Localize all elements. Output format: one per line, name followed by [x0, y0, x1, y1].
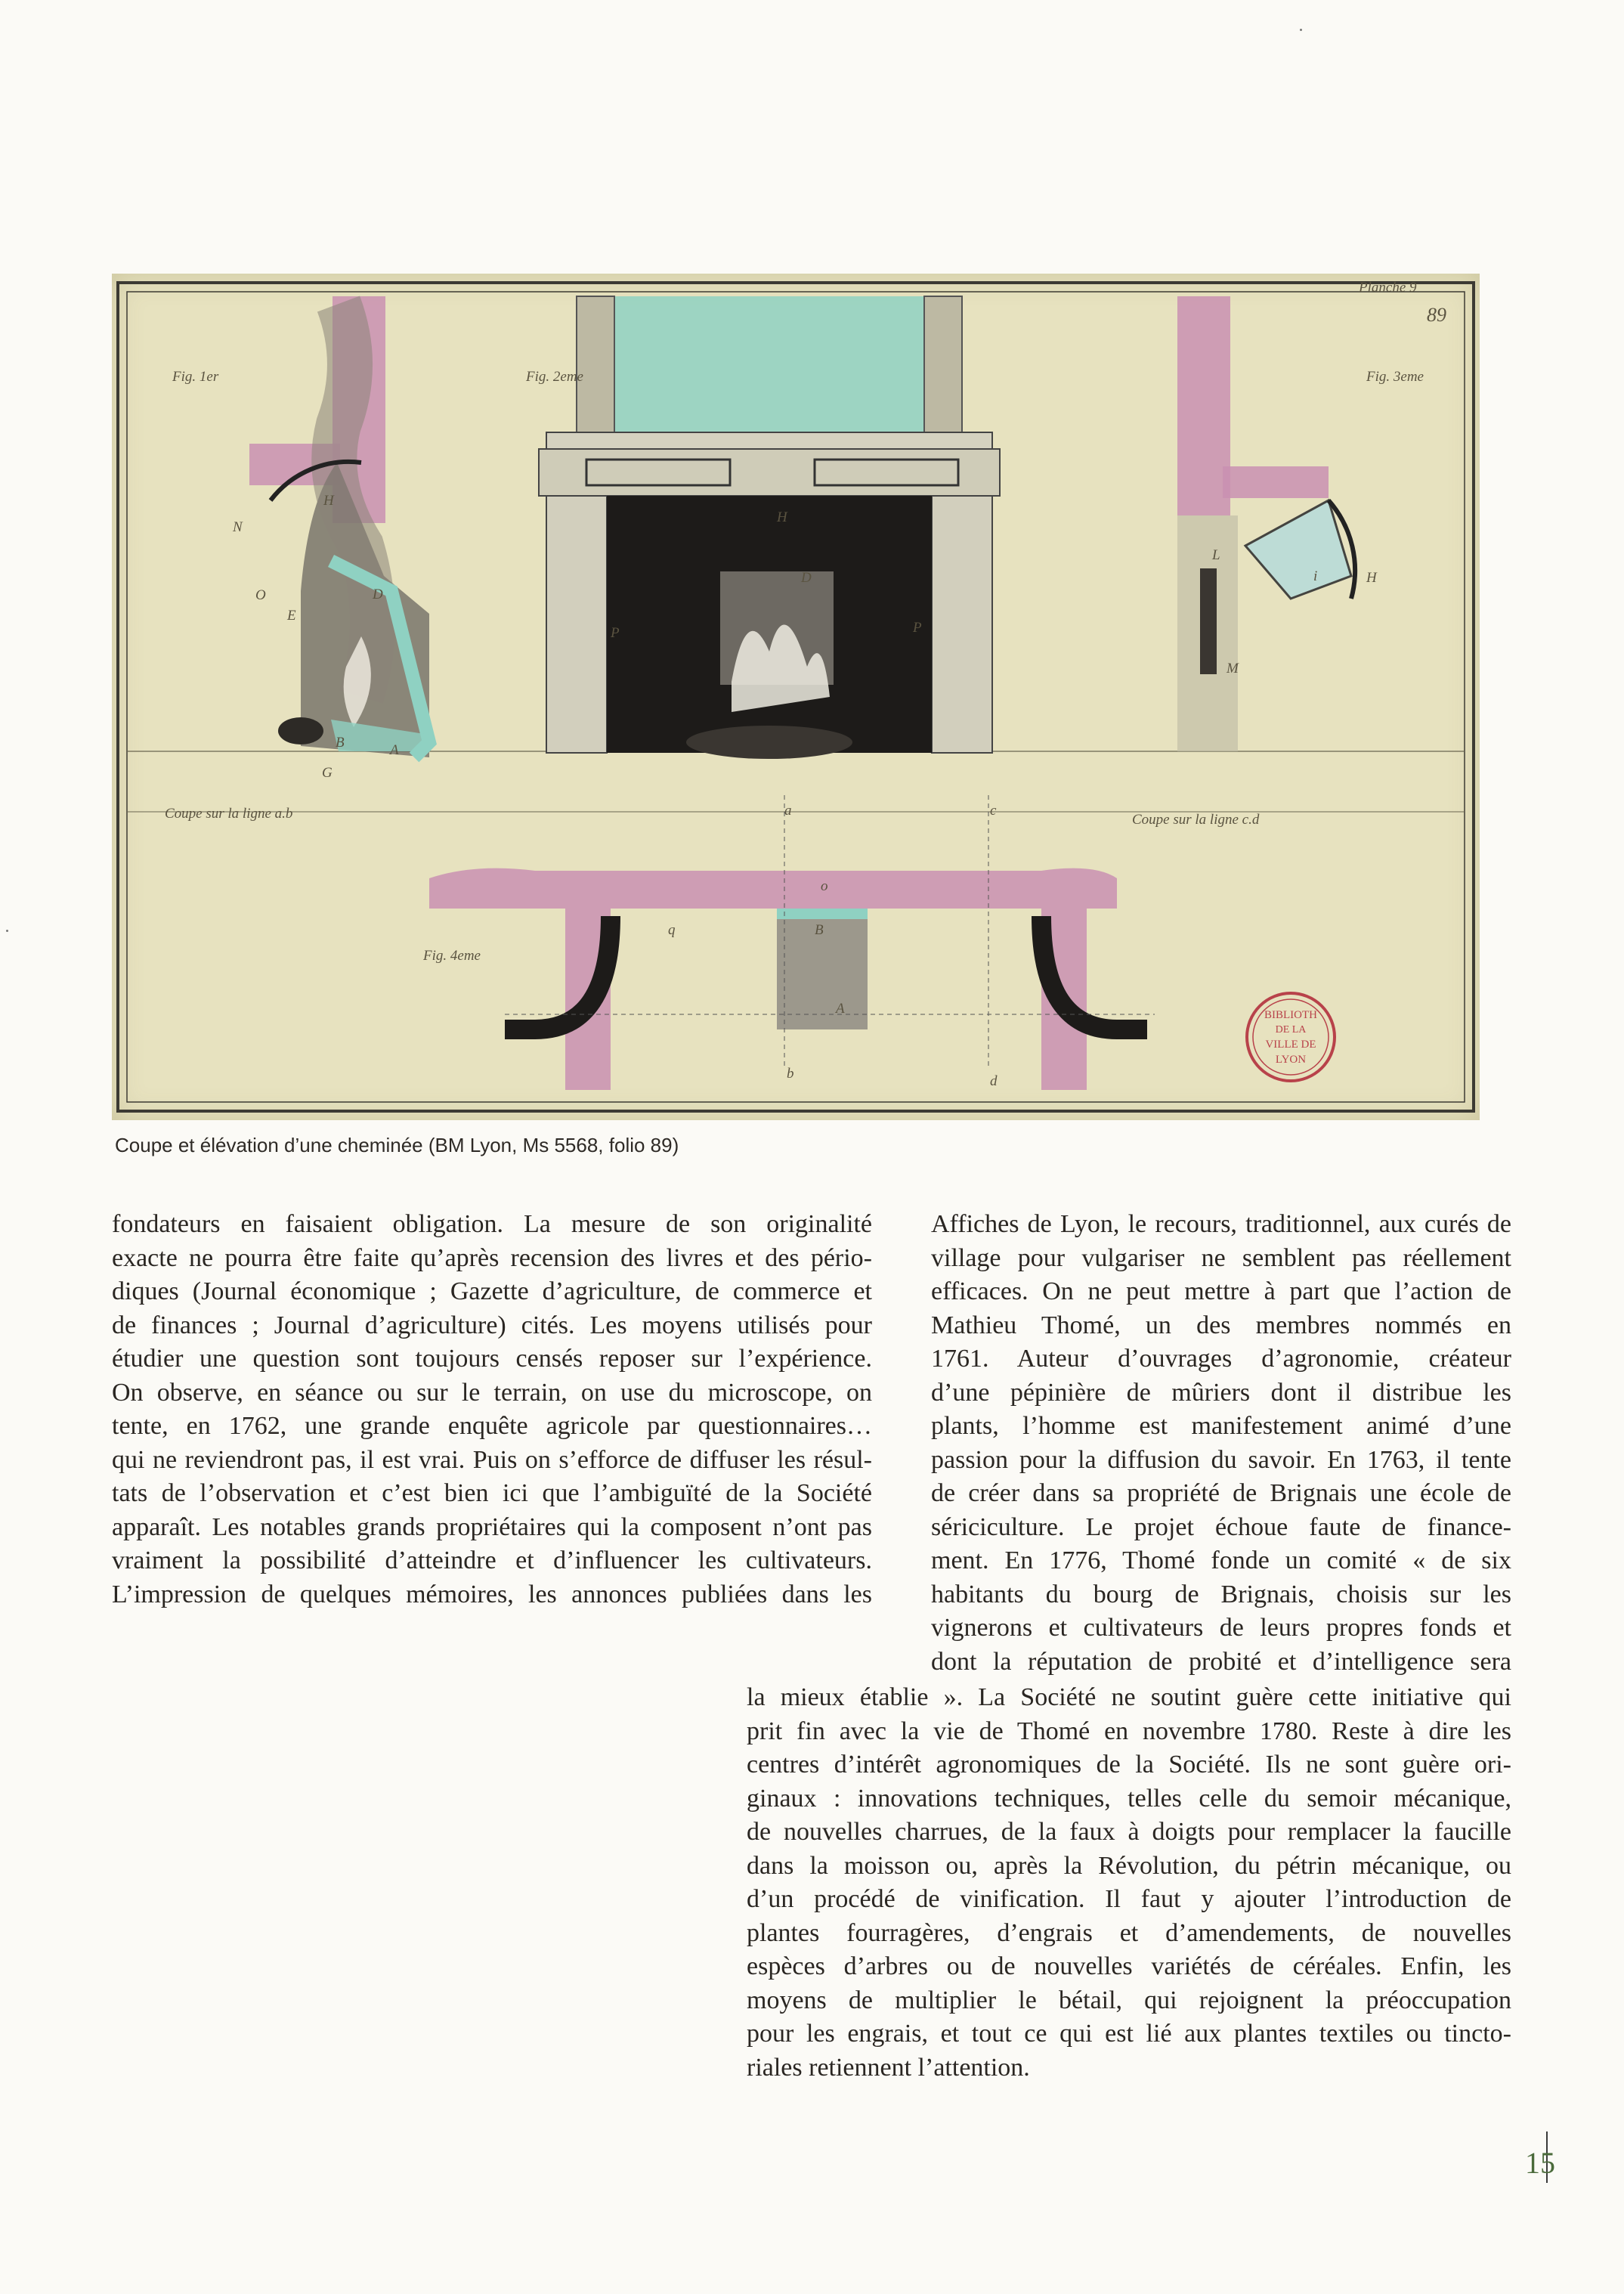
text-line: de créer dans sa propriété de Brignais une école de — [931, 1479, 1511, 1507]
text-line: d’une pépinière de mûriers dont il distribue les — [931, 1378, 1511, 1407]
text-line: L’impression de quelques mémoires, les annonces publiées dans les — [112, 1580, 872, 1608]
text-column-right — [931, 1208, 1511, 1679]
letter-b: B — [336, 735, 345, 751]
text-line: la mieux établie ». La Société ne soutint guère cette initiative qui — [747, 1683, 1511, 1711]
text-line: moyens de multiplier le bétail, qui rejoignent la préoccupation — [747, 1986, 1511, 2014]
letter-i: i — [1313, 568, 1318, 584]
text-line: village pour vulgariser ne semblent pas réellement — [931, 1243, 1511, 1272]
letter-a: A — [390, 742, 399, 758]
text-line: tats de l’observation et c’est bien ici que l’ambiguïté de la Société — [112, 1479, 872, 1507]
letter-b-small: b — [787, 1066, 794, 1082]
letter-d-small: d — [990, 1073, 998, 1089]
text-line: dont la réputation de probité et d’intelligence sera — [931, 1647, 1511, 1676]
section-label-cd: Coupe sur la ligne c.d — [1132, 812, 1260, 828]
text-line: de finances ; Journal d’agriculture) cités. Les moyens utilisés pour — [112, 1311, 872, 1339]
text-line: Mathieu Thomé, un des membres nommés en — [931, 1311, 1511, 1339]
text-line: pour les engrais, et tout ce qui est lié aux plantes textiles ou tincto- — [747, 2020, 1511, 2048]
letter-a-plan: A — [836, 1001, 845, 1017]
text-line: étudier une question sont toujours censés reposer sur l’expérience. — [112, 1345, 872, 1373]
text-line: riales retiennent l’attention. — [747, 2053, 1030, 2082]
library-stamp — [1247, 993, 1335, 1081]
text-line: vignerons et cultivateurs de leurs propres fonds et — [931, 1614, 1511, 1642]
letter-b-plan: B — [815, 922, 824, 938]
text-column-continuation — [747, 1681, 1511, 2085]
text-line: fondateurs en faisaient obligation. La mesure de son originalité — [112, 1210, 872, 1238]
letter-a-small: a — [784, 803, 792, 819]
fig2-label: Fig. 2eme — [526, 369, 583, 385]
paper-speck — [6, 930, 8, 932]
text-line: qui ne reviendront pas, il est vrai. Puis on s’efforce de diffuser les résul- — [112, 1445, 872, 1474]
text-line: de nouvelles charrues, de la faux à doigts pour remplacer la faucille — [747, 1818, 1511, 1846]
letter-n: N — [233, 519, 243, 535]
fig4-label: Fig. 4eme — [423, 948, 481, 964]
paper-speck — [1300, 29, 1302, 31]
fig3-label: Fig. 3eme — [1366, 369, 1424, 385]
letter-o: O — [255, 587, 266, 603]
letter-l: L — [1212, 547, 1220, 563]
plate-number: Planche 9 — [1359, 280, 1417, 296]
fireplace-plate-illustration — [112, 274, 1480, 1120]
stamp-line-4: LYON — [1275, 1054, 1307, 1066]
letter-d-center: D — [801, 570, 812, 586]
text-line: ment. En 1776, Thomé fonde un comité « de six — [931, 1546, 1511, 1574]
text-line: On observe, en séance ou sur le terrain, on use du microscope, on — [112, 1378, 872, 1407]
text-line: plantes fourragères, d’engrais et d’amendements, de nouvelles — [747, 1918, 1511, 1947]
fig4-plan — [429, 795, 1155, 1090]
text-line: d’un procédé de vinification. Il faut y ajouter l’introduction de — [747, 1885, 1511, 1913]
folio-mark: 89 — [1427, 304, 1446, 326]
text-line: ginaux : innovations techniques, telles celle du semoir mécanique, — [747, 1784, 1511, 1813]
letter-m: M — [1227, 661, 1239, 676]
letter-h-right: H — [1366, 570, 1377, 586]
text-line: dans la moisson ou, après la Révolution, du pétrin mécanique, ou — [747, 1851, 1511, 1880]
fig1-label: Fig. 1er — [172, 369, 219, 385]
page-number: 15 — [1525, 2146, 1555, 2180]
letter-p-right: P — [913, 620, 922, 636]
text-column-left — [112, 1208, 872, 1611]
stamp-line-2: DE LA — [1275, 1024, 1307, 1036]
fig2-elevation — [539, 296, 1000, 759]
stamp-line-1: BIBLIOTH — [1264, 1009, 1317, 1021]
text-line: centres d’intérêt agronomiques de la Société. Ils ne sont guère ori- — [747, 1751, 1511, 1779]
text-line: vraiment la possibilité d’atteindre et d’influencer les cultivateurs. — [112, 1546, 872, 1574]
text-line: 1761. Auteur d’ouvrages d’agronomie, créateur — [931, 1345, 1511, 1373]
text-line: Affiches de Lyon, le recours, traditionnel, aux curés de — [931, 1210, 1511, 1238]
text-line: diques (Journal économique ; Gazette d’agriculture, de commerce et — [112, 1277, 872, 1305]
section-label-ab: Coupe sur la ligne a.b — [165, 806, 293, 822]
letter-d: D — [373, 587, 383, 602]
letter-q: q — [668, 922, 676, 938]
text-line: espèces d’arbres ou de nouvelles variétés de céréales. Enfin, les — [747, 1952, 1511, 1980]
fig3-section — [1177, 296, 1355, 751]
text-line: efficaces. On ne peut mettre à part que l’action de — [931, 1277, 1511, 1305]
text-line: passion pour la diffusion du savoir. En 1763, il tente — [931, 1445, 1511, 1474]
fireplace-drawing — [112, 274, 1480, 1120]
letter-p-left: P — [611, 625, 620, 641]
letter-o-small: o — [821, 878, 828, 894]
text-line: plants, l’homme est manifestement animé d’une — [931, 1412, 1511, 1440]
text-line: sériciculture. Le projet échoue faute de finance- — [931, 1512, 1511, 1541]
text-line: habitants du bourg de Brignais, choisis sur les — [931, 1580, 1511, 1608]
letter-h: H — [323, 493, 334, 509]
text-line: prit fin avec la vie de Thomé en novembre 1780. Reste à dire les — [747, 1717, 1511, 1745]
stamp-line-3: VILLE DE — [1265, 1039, 1316, 1051]
letter-c-small: c — [990, 803, 997, 819]
figure-caption: Coupe et élévation d’une cheminée (BM Lyon, Ms 5568, folio 89) — [115, 1134, 679, 1156]
text-line: exacte ne pourra être faite qu’après recension des livres et des pério- — [112, 1243, 872, 1272]
text-line: tente, en 1762, une grande enquête agricole par questionnaires… — [112, 1412, 872, 1440]
fig1-section — [249, 296, 429, 757]
letter-h-center: H — [777, 509, 787, 525]
letter-e: E — [287, 608, 296, 624]
letter-g: G — [322, 765, 333, 781]
text-line: apparaît. Les notables grands propriétaires qui la composent n’ont pas — [112, 1512, 872, 1541]
